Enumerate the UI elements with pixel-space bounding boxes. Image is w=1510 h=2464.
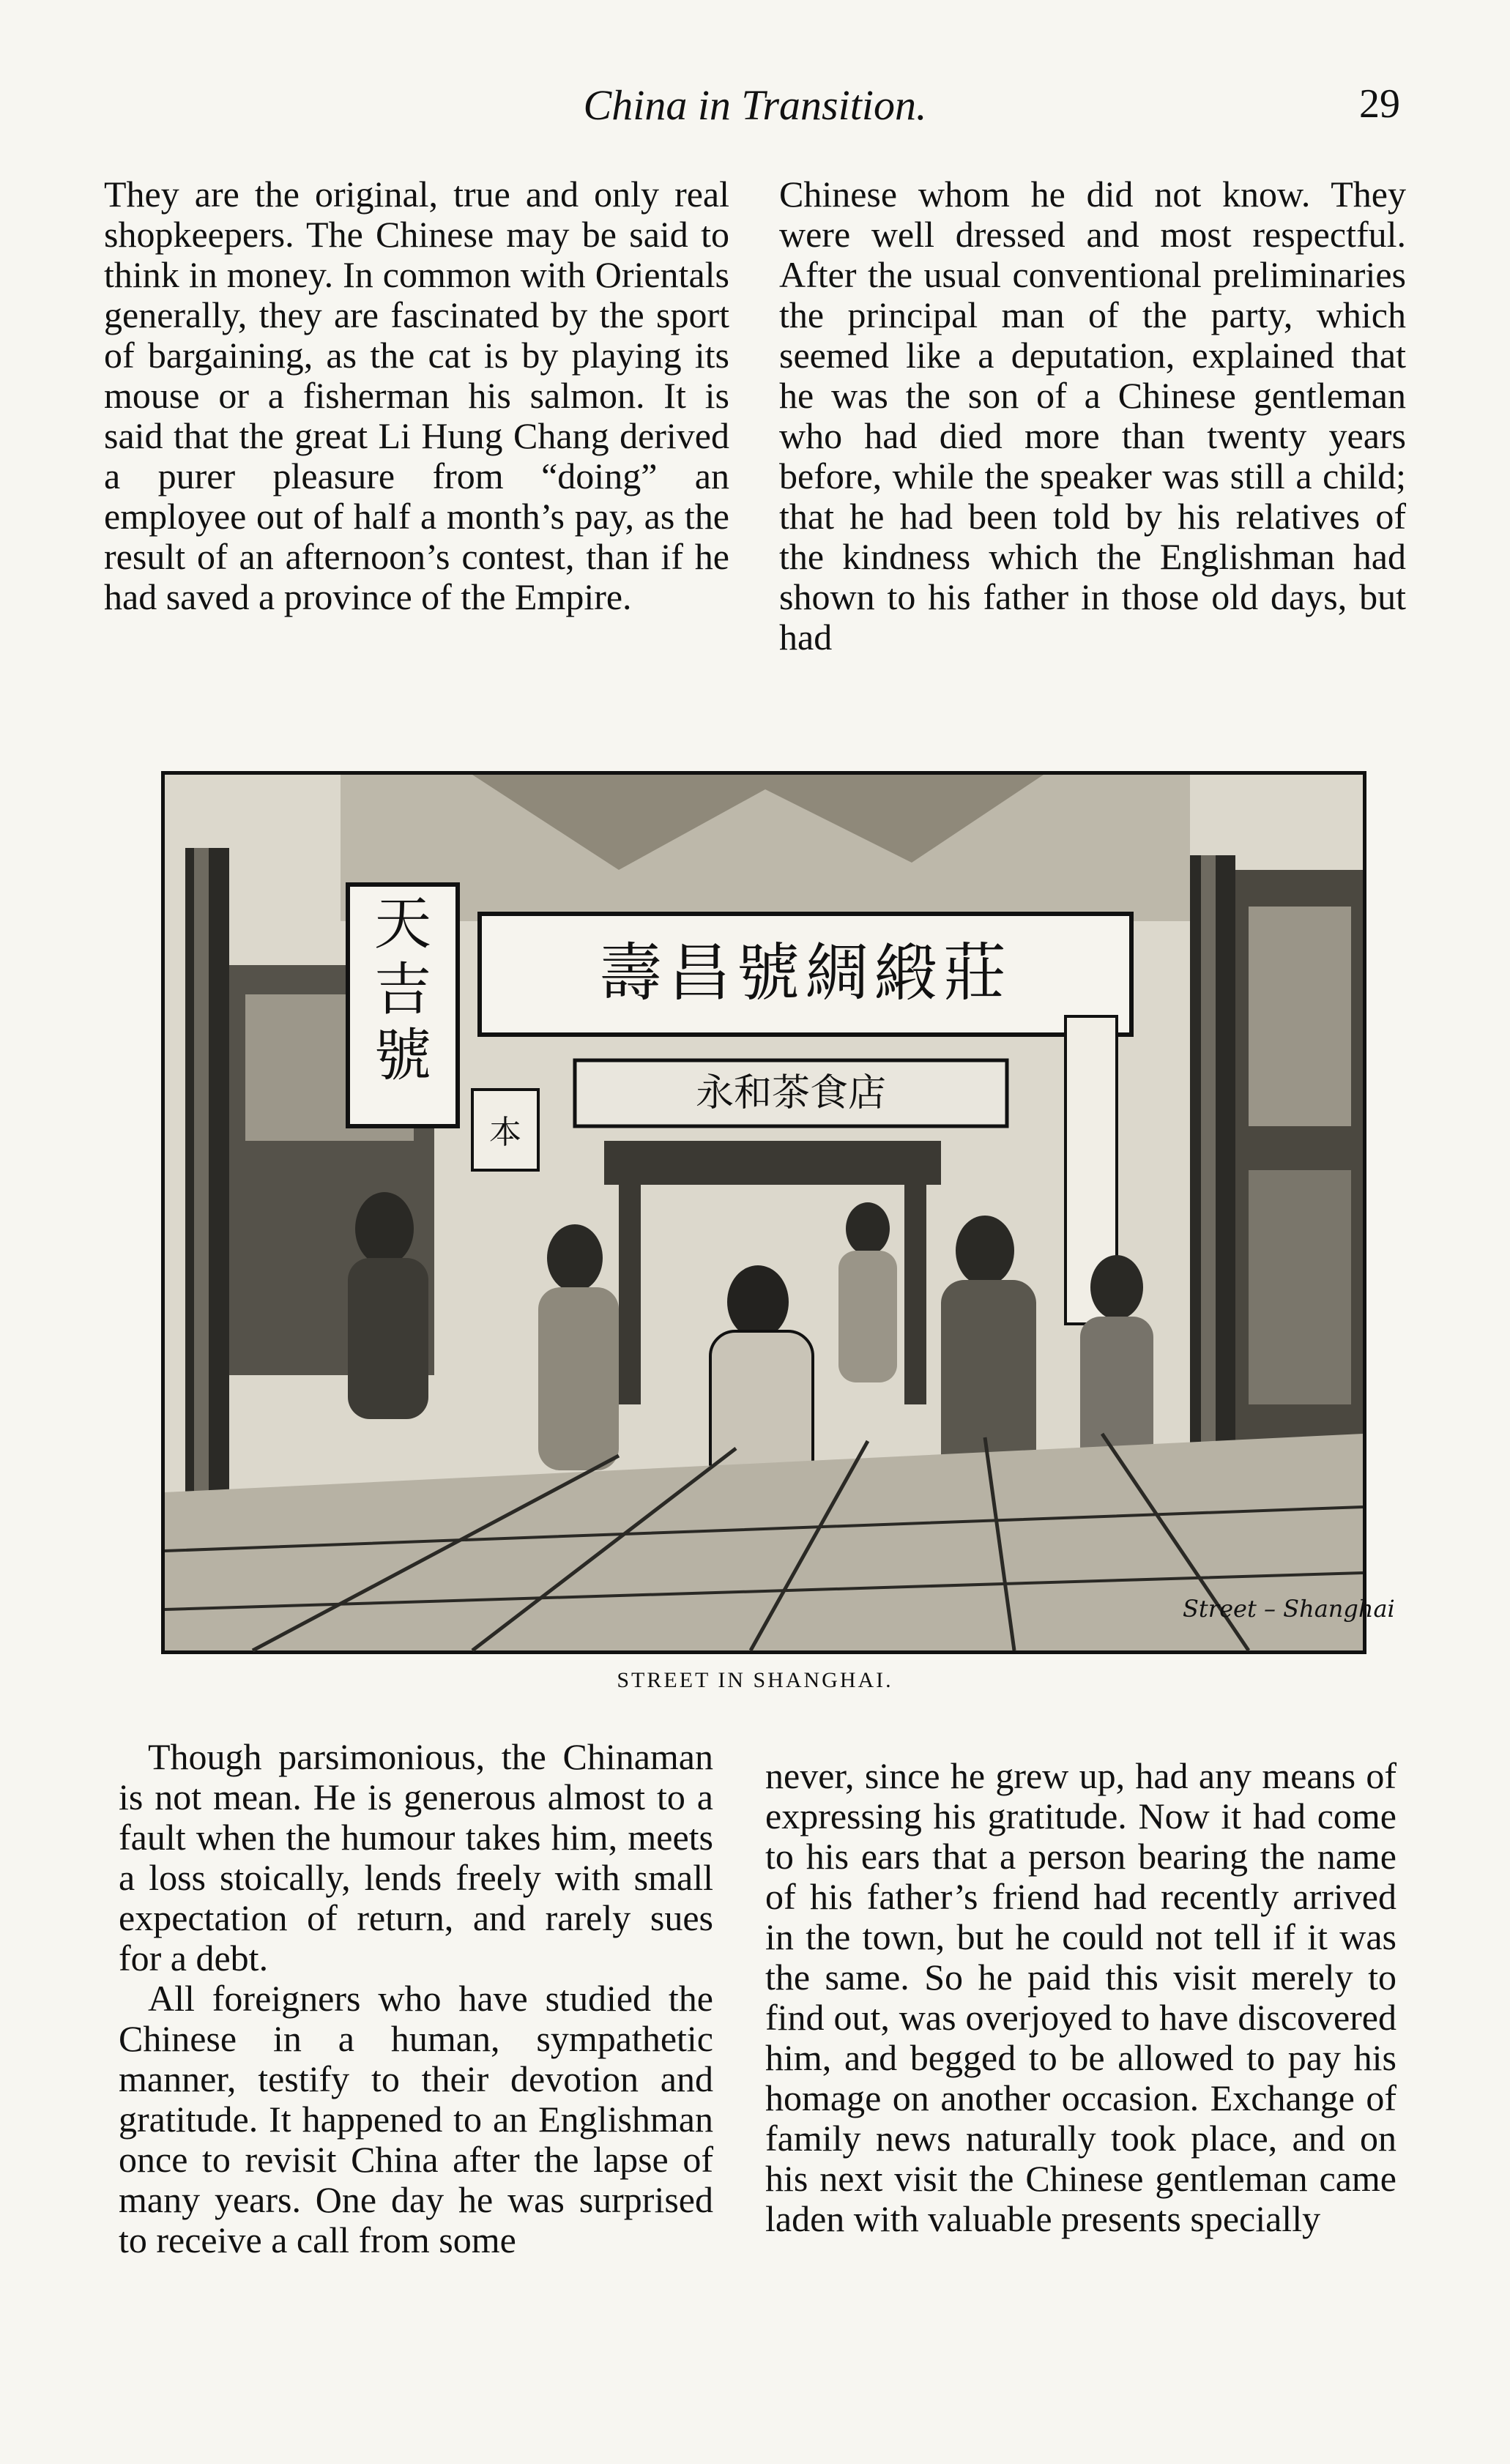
svg-text:本: 本	[489, 1114, 521, 1151]
column-top-left	[104, 174, 729, 617]
svg-text:天: 天	[373, 891, 432, 957]
street-illustration	[161, 771, 1395, 1654]
svg-text:壽昌號綢緞莊: 壽昌號綢緞莊	[599, 937, 1012, 1010]
paragraph: Chinese whom he did not know. They were well dressed and most respectful. After the usual conventional preliminaries the principal man of the party, which seemed like a deputation, explained that he was the son of a Chinese gentleman who had died more than twenty years before, while the speaker was still a child; that he had been told by his relatives of the kindness which the Englishman had shown to his father in those old days, but had	[779, 174, 1406, 658]
page-number: 29	[1359, 81, 1400, 127]
svg-text:號: 號	[373, 1023, 432, 1089]
illustration-caption: STREET IN SHANGHAI.	[617, 1668, 893, 1692]
artist-signature: Street – Shanghai	[1183, 1595, 1395, 1623]
column-top-right	[779, 174, 1406, 658]
svg-text:吉: 吉	[373, 957, 432, 1023]
paragraph: All foreigners who have studied the Chinese in a human, sympathetic manner, testify to their devotion and gratitude. It happened to an Englishman once to revisit China after the lapse of many years. One day he was surprised to receive a call from some	[119, 1978, 713, 2260]
svg-text:永和茶食店: 永和茶食店	[695, 1071, 887, 1115]
paragraph: They are the original, true and only real shopkeepers. The Chinese may be said to think in money. In common with Orientals generally, they are fascinated by the sport of bargaining, as the cat is by playing its mouse or a fisherman his salmon. It is said that the great Li Hung Chang derived a purer pleasure from “doing” an employee out of half a month’s pay, as the result of an afternoon’s contest, than if he had saved a province of the Empire.	[104, 174, 729, 617]
column-bottom-right	[765, 1756, 1396, 2239]
paragraph: never, since he grew up, had any means of expressing his gratitude. Now it had come to his ears that a person bearing the name of his father’s friend had recently arrived in the town, but he could not tell if it was the same. So he paid this visit merely to find out, was overjoyed to have discovered him, and begged to be allowed to pay his homage on another occasion. Exchange of family news naturally took place, and on his next visit the Chinese gentleman came laden with valuable presents specially	[765, 1755, 1396, 2239]
street-scene-drawing	[165, 775, 1395, 1650]
column-bottom-left	[119, 1737, 713, 2260]
running-title: China in Transition.	[583, 81, 927, 129]
paragraph: Though parsimonious, the Chinaman is not mean. He is generous almost to a fault when the humour takes him, meets a loss stoically, lends freely with small expectation of return, and rarely sues for a debt.	[119, 1736, 713, 1979]
running-head	[0, 81, 1510, 139]
